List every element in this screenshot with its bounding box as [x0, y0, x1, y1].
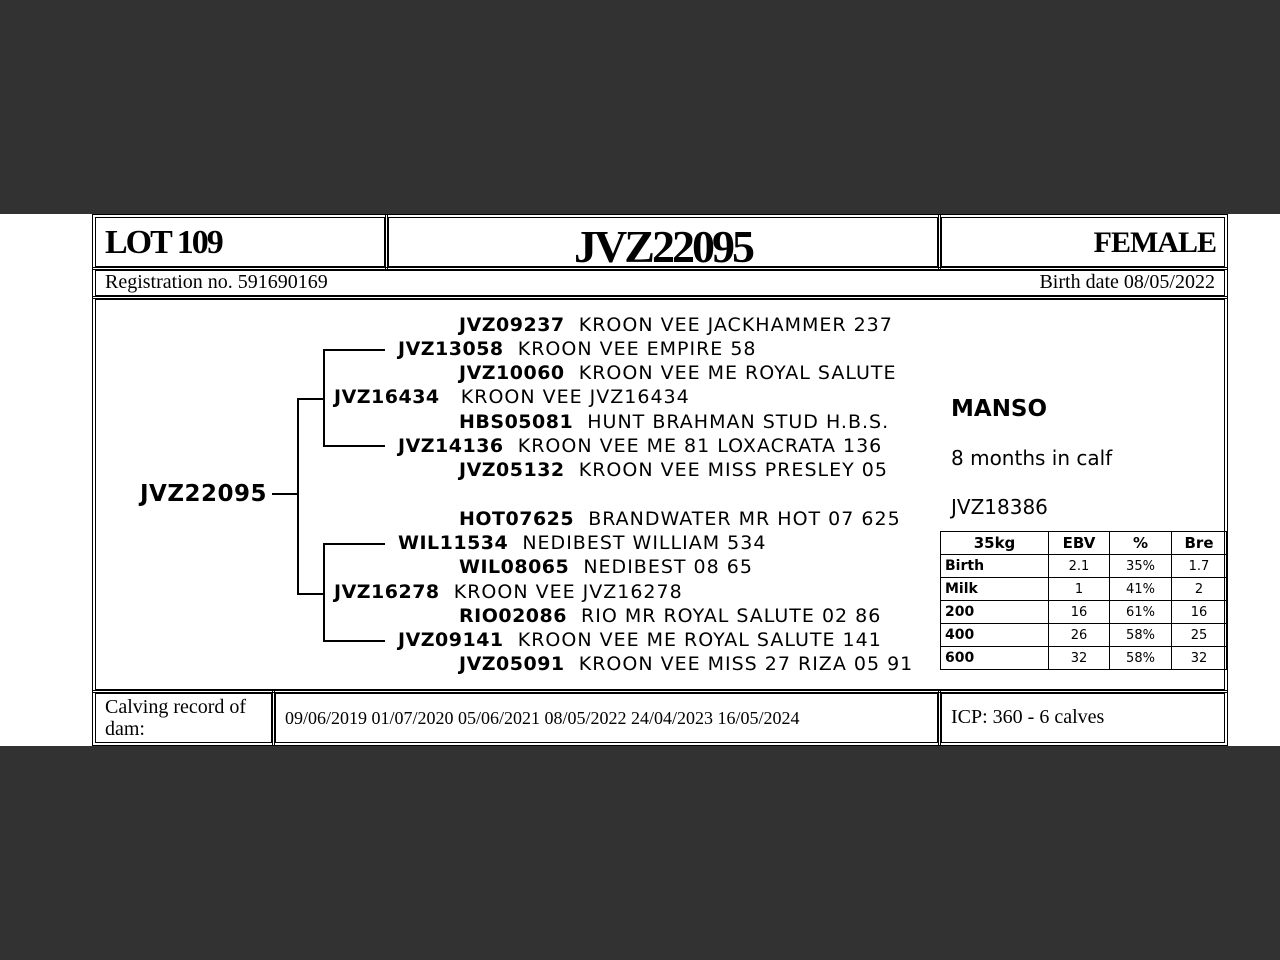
ebv-accuracy: 58% — [1110, 624, 1172, 647]
ebv-row — [941, 555, 1227, 578]
ancestor-id: JVZ16278 — [334, 581, 440, 603]
tree-connector-subject — [272, 493, 298, 495]
ancestor-dam-sire-dam — [459, 556, 753, 578]
ancestor-dam-sire-sire — [459, 508, 901, 530]
ancestor-name: KROON VEE ME ROYAL SALUTE 141 — [517, 629, 882, 651]
ebv-value: 26 — [1049, 624, 1110, 647]
tree-connector-vertical-dam — [323, 543, 325, 642]
service-sire-name: MANSO — [951, 396, 1048, 422]
calving-dates: 09/06/2019 01/07/2020 05/06/2021 08/05/2022 24/04/2023 16/05/2024 — [285, 708, 800, 728]
ebv-row — [941, 578, 1227, 601]
pedigree-subject: JVZ22095 — [140, 481, 268, 507]
ancestor-id: JVZ09141 — [398, 629, 504, 651]
ancestor-dam-dam-dam — [459, 653, 913, 675]
ancestor-id: WIL11534 — [398, 532, 509, 554]
ancestor-name: KROON VEE JVZ16434 — [460, 386, 690, 408]
calving-dates-cell — [275, 693, 938, 743]
ancestor-id: JVZ14136 — [398, 435, 504, 457]
ebv-header-row — [941, 532, 1227, 555]
ancestor-name: KROON VEE JVZ16278 — [453, 581, 683, 603]
ancestor-sire-sire-sire — [459, 314, 893, 336]
ebv-header-bre: Bre — [1172, 532, 1227, 555]
lot-number-cell — [95, 217, 385, 267]
ebv-row — [941, 624, 1227, 647]
ancestor-name: RIO MR ROYAL SALUTE 02 86 — [581, 605, 882, 627]
ancestor-id: RIO02086 — [459, 605, 567, 627]
ancestor-sire-sire-dam — [459, 362, 897, 384]
icp-summary: ICP: 360 - 6 calves — [951, 706, 1105, 728]
birth-date: Birth date 08/05/2022 — [1039, 271, 1215, 293]
ebv-trait: Milk — [941, 578, 1049, 601]
ancestor-dam-dam-sire — [459, 605, 881, 627]
ebv-accuracy: 58% — [1110, 647, 1172, 670]
ancestor-id: JVZ16434 — [334, 386, 440, 408]
ebv-value: 16 — [1049, 601, 1110, 624]
ebv-value: 2.1 — [1049, 555, 1110, 578]
ancestor-name: NEDIBEST 08 65 — [583, 556, 753, 578]
tree-connector-vertical-sire — [323, 349, 325, 447]
ebv-table — [940, 531, 1227, 670]
ancestor-name: KROON VEE ME ROYAL SALUTE — [578, 362, 897, 384]
ebv-breed-avg: 32 — [1172, 647, 1227, 670]
ebv-header-ebv: EBV — [1049, 532, 1110, 555]
ancestor-id: JVZ13058 — [398, 338, 504, 360]
ancestor-dam-dam — [398, 629, 882, 651]
info-row — [95, 270, 1225, 296]
ancestor-id: HOT07625 — [459, 508, 575, 530]
tree-connector-dam-sire — [323, 543, 385, 545]
ancestor-id: JVZ05091 — [459, 653, 565, 675]
ancestor-name: KROON VEE ME 81 LOXACRATA 136 — [517, 435, 883, 457]
ebv-breed-avg: 16 — [1172, 601, 1227, 624]
tree-connector-dam-dam — [323, 640, 385, 642]
ebv-trait: 400 — [941, 624, 1049, 647]
animal-id: JVZ22095 — [574, 221, 752, 272]
ebv-accuracy: 61% — [1110, 601, 1172, 624]
ebv-accuracy: 35% — [1110, 555, 1172, 578]
pregnancy-status: 8 months in calf — [951, 446, 1113, 470]
ebv-breed-avg: 25 — [1172, 624, 1227, 647]
ancestor-sire-dam-sire — [459, 411, 889, 433]
ancestor-id: JVZ09237 — [459, 314, 565, 336]
ebv-breed-avg: 2 — [1172, 578, 1227, 601]
ebv-header-trait: 35kg — [941, 532, 1049, 555]
tree-connector-sire-dam — [323, 445, 385, 447]
ancestor-name: KROON VEE MISS PRESLEY 05 — [578, 459, 888, 481]
ancestor-sire-dam — [398, 435, 882, 457]
service-sire-id: JVZ18386 — [951, 495, 1048, 519]
ancestor-id: JVZ10060 — [459, 362, 565, 384]
ancestor-id: HBS05081 — [459, 411, 574, 433]
ebv-breed-avg: 1.7 — [1172, 555, 1227, 578]
ancestor-sire-sire — [398, 338, 757, 360]
ancestor-sire-dam-dam — [459, 459, 888, 481]
ancestor-id: JVZ05132 — [459, 459, 565, 481]
ebv-value: 32 — [1049, 647, 1110, 670]
sex-cell — [941, 217, 1225, 267]
ancestor-dam — [334, 581, 683, 603]
ebv-header-pct: % — [1110, 532, 1172, 555]
ebv-row — [941, 601, 1227, 624]
animal-id-cell — [388, 217, 938, 272]
ebv-accuracy: 41% — [1110, 578, 1172, 601]
ancestor-dam-sire — [398, 532, 766, 554]
calving-record-label-cell — [95, 693, 272, 743]
ancestor-name: NEDIBEST WILLIAM 534 — [522, 532, 767, 554]
lot-card — [0, 214, 1280, 746]
ancestor-name: BRANDWATER MR HOT 07 625 — [588, 508, 901, 530]
registration-number: Registration no. 591690169 — [105, 271, 328, 293]
ebv-trait: Birth — [941, 555, 1049, 578]
animal-sex: FEMALE — [1093, 226, 1216, 259]
ancestor-sire — [334, 386, 690, 408]
ancestor-name: KROON VEE EMPIRE 58 — [517, 338, 757, 360]
lot-number: LOT 109 — [105, 224, 222, 261]
tree-connector-sire-sire — [323, 349, 385, 351]
tree-connector-dam — [297, 593, 325, 595]
tree-connector-sire — [297, 398, 325, 400]
tree-connector-vertical-main — [297, 398, 299, 594]
ancestor-name: KROON VEE JACKHAMMER 237 — [578, 314, 893, 336]
ebv-trait: 600 — [941, 647, 1049, 670]
calving-record-label: Calving record of dam: — [105, 696, 247, 740]
ancestor-id: WIL08065 — [459, 556, 570, 578]
ebv-value: 1 — [1049, 578, 1110, 601]
ebv-trait: 200 — [941, 601, 1049, 624]
ebv-row — [941, 647, 1227, 670]
ancestor-name: KROON VEE MISS 27 RIZA 05 91 — [578, 653, 914, 675]
ancestor-name: HUNT BRAHMAN STUD H.B.S. — [587, 411, 890, 433]
icp-cell — [941, 693, 1225, 743]
